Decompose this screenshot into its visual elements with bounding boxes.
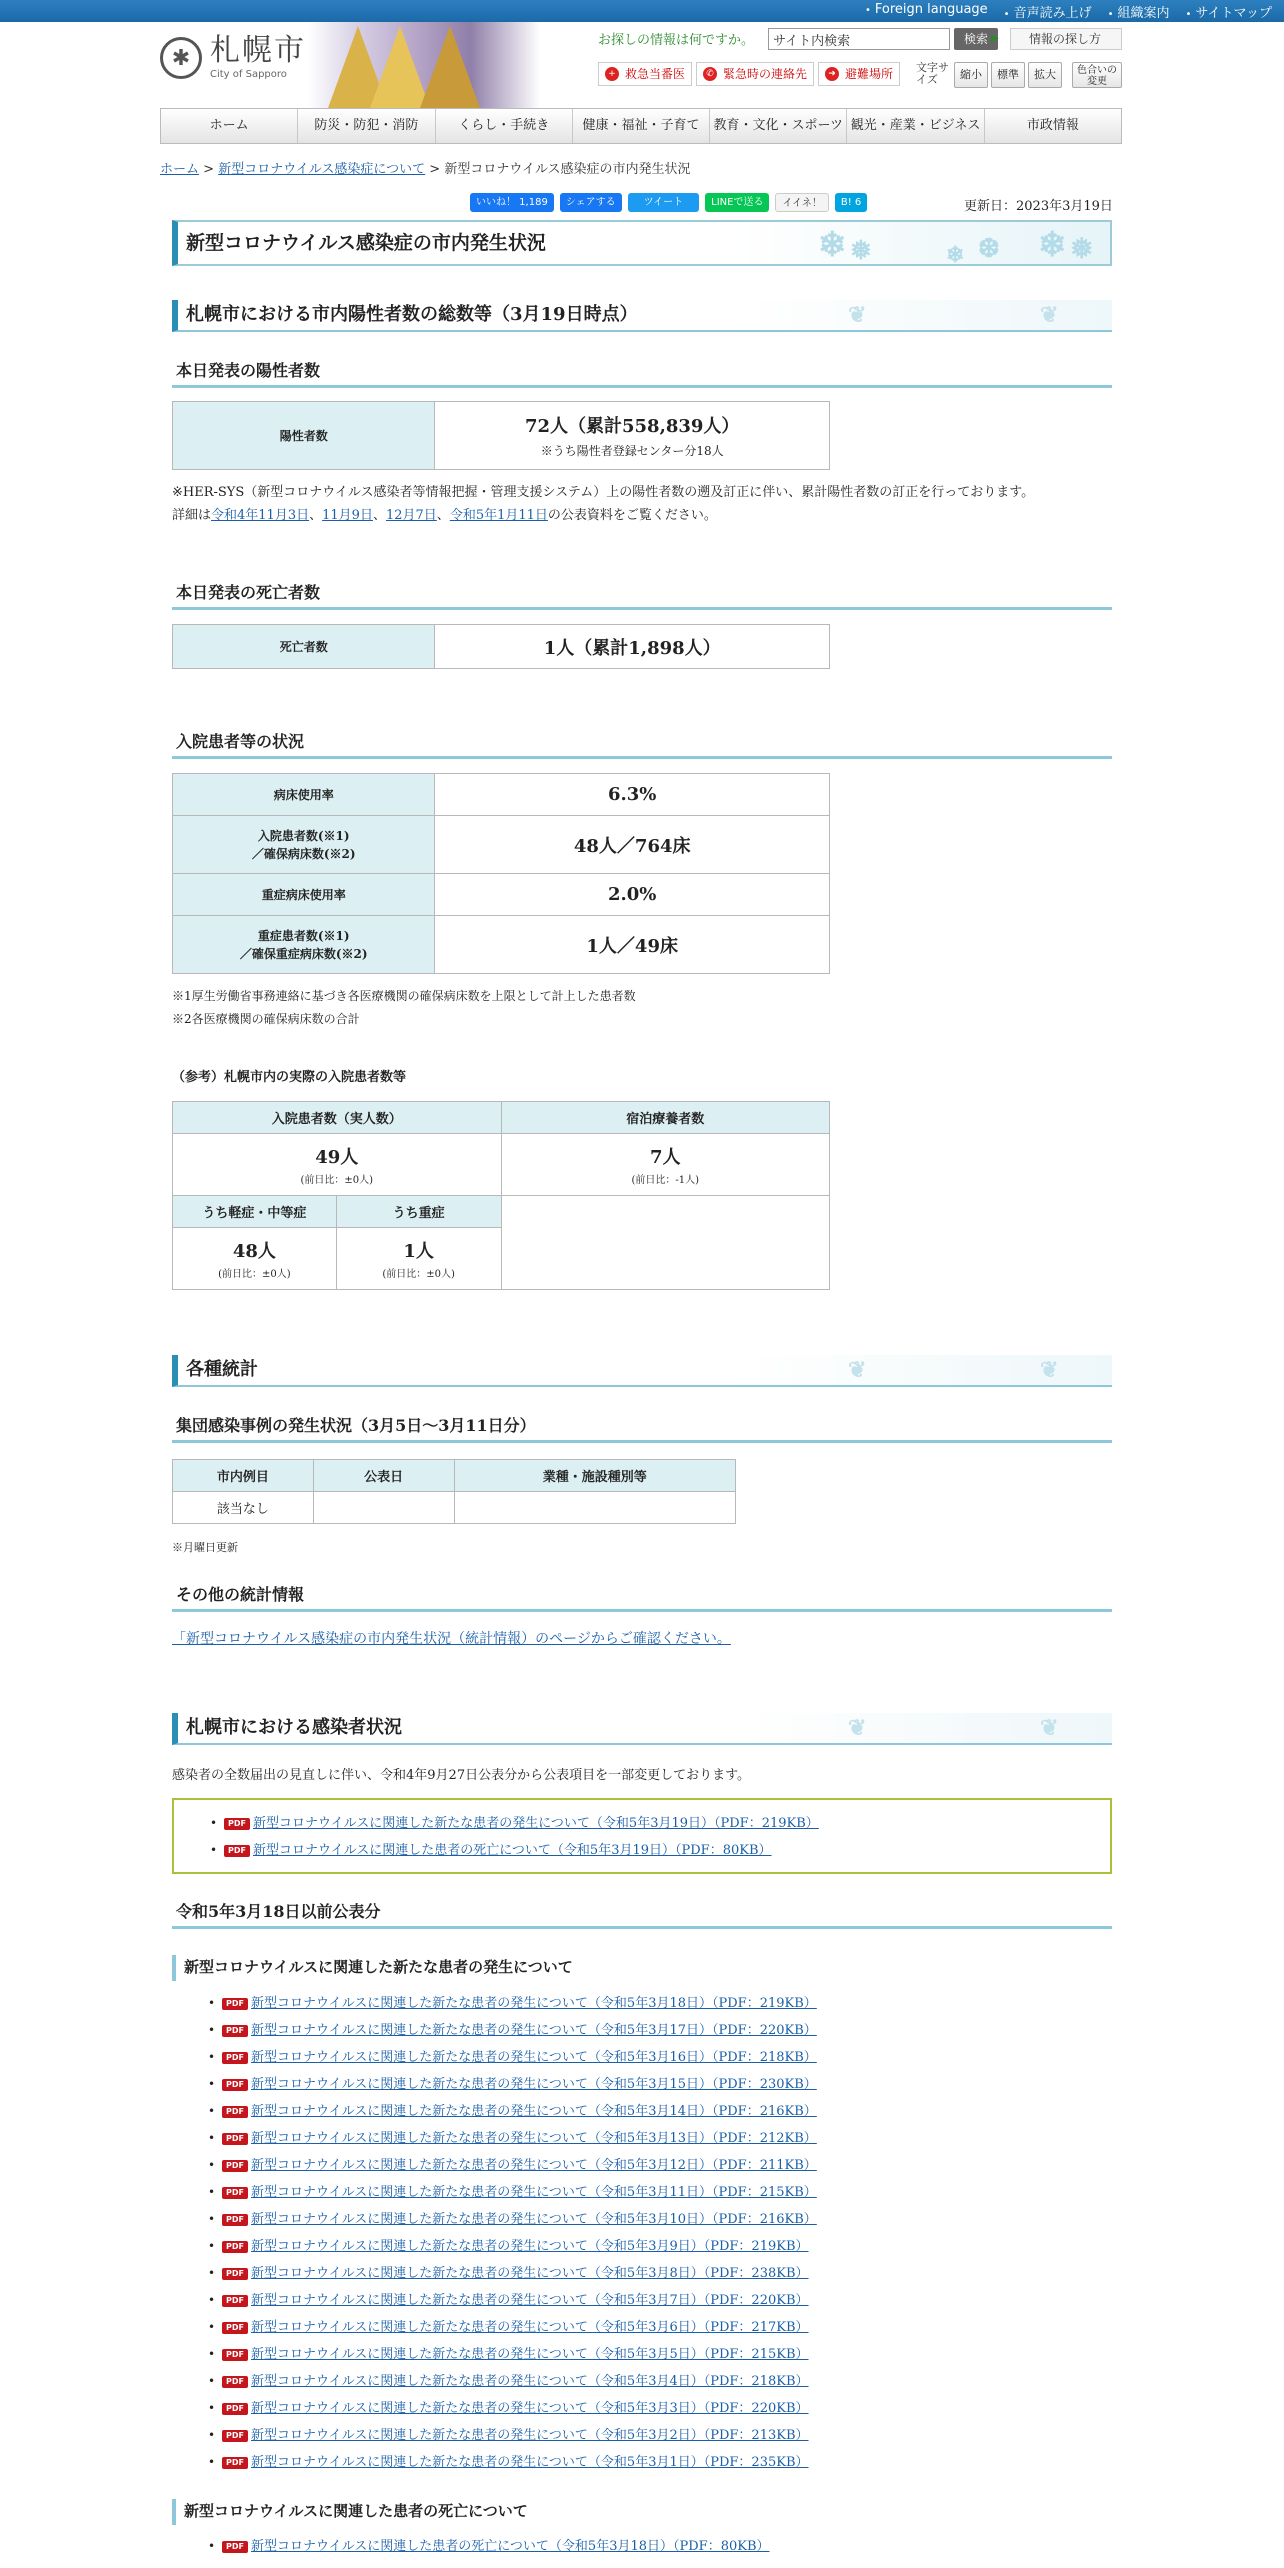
hersys-note: ※HER-SYS（新型コロナウイルス感染者等情報把握・管理支援システム）上の陽性者数の遡及訂正に伴い、累計陽性者数の訂正を行っております。 詳細は令和4年11月3日、11月9日、12月7日、令和5年1月11日の公表資料をご覧ください。 — [172, 485, 1035, 523]
list-item — [208, 2233, 817, 2260]
leaf-icon: ❦ — [848, 302, 867, 328]
search-question: お探しの情報は何ですか。 — [598, 33, 755, 48]
positive-subnote: ※うち陽性者登録センター分18人 — [540, 444, 724, 458]
pdf-icon: PDF — [222, 2214, 248, 2226]
leaf-icon: ❦ — [1040, 302, 1059, 328]
pdf-link[interactable]: 新型コロナウイルスに関連した患者の死亡について（令和5年3月18日）（PDF：80KB） — [250, 2539, 770, 2554]
text-size-small-button[interactable]: 縮小 — [954, 62, 988, 88]
updated-date: 更新日：2023年3月19日 — [964, 199, 1113, 214]
table-row: 重症病床使用率 2.0% — [173, 874, 830, 916]
latest-pdf-box — [172, 1798, 1112, 1874]
text-size-normal-button[interactable]: 標準 — [991, 62, 1025, 88]
snowflake-icon: ❄ — [818, 225, 847, 265]
section-heading-infection: 札幌市における感染者状況 ❦ ❦ — [172, 1713, 1112, 1745]
positive-value-cell — [435, 402, 830, 470]
line-button[interactable]: LINEで送る — [705, 193, 769, 212]
inpatients-cell: 49人 (前日比：±0人) — [173, 1134, 502, 1196]
breadcrumb-parent[interactable]: 新型コロナウイルス感染症について — [218, 162, 426, 177]
pdf-link[interactable]: 新型コロナウイルスに関連した新たな患者の発生について（令和5年3月5日）（PDF：215KB） — [250, 2347, 809, 2362]
cluster-note: ※月曜日更新 — [172, 1541, 238, 1554]
pdf-link[interactable]: 新型コロナウイルスに関連した患者の死亡について（令和5年3月19日）（PDF：80KB） — [252, 1843, 772, 1858]
emergency-contact-button[interactable]: ✆ 緊急時の連絡先 — [696, 62, 814, 86]
leaf-icon: ❦ — [1040, 1357, 1059, 1383]
inpatients-label: 入院患者数（実人数） — [173, 1102, 502, 1134]
death-value: 1人（累計1,898人） — [435, 625, 830, 669]
pdf-link[interactable]: 新型コロナウイルスに関連した新たな患者の発生について（令和5年3月1日）（PDF：235KB） — [250, 2455, 809, 2470]
section-heading-statistics: 各種統計 ❦ ❦ — [172, 1355, 1112, 1387]
new-cases-heading: 新型コロナウイルスに関連した新たな患者の発生について — [172, 1955, 1112, 1981]
pdf-icon: PDF — [222, 2457, 248, 2469]
table-row: 入院患者数(※1) ／確保病床数(※2) 48人／764床 — [173, 816, 830, 874]
other-stats-row — [172, 1628, 731, 1651]
sitemap-link[interactable]: • サイトマップ — [1186, 2, 1272, 21]
pdf-icon: PDF — [222, 2322, 248, 2334]
nav-home[interactable]: ホーム — [161, 109, 298, 143]
pdf-link[interactable]: 新型コロナウイルスに関連した新たな患者の発生について（令和5年3月2日）（PDF：213KB） — [250, 2428, 809, 2443]
run-icon: ➜ — [825, 67, 839, 81]
note-link-r5-0111[interactable]: 令和5年1月11日 — [449, 508, 548, 523]
pdf-icon: PDF — [222, 2052, 248, 2064]
snowflake-icon: ❅ — [1070, 232, 1094, 265]
pdf-icon: PDF — [222, 2241, 248, 2253]
pdf-link[interactable]: 新型コロナウイルスに関連した新たな患者の発生について（令和5年3月14日）（PDF：216KB） — [250, 2104, 817, 2119]
pdf-link[interactable]: 新型コロナウイルスに関連した新たな患者の発生について（令和5年3月6日）（PDF：217KB） — [250, 2320, 809, 2335]
nav-city-info[interactable]: 市政情報 — [1026, 118, 1079, 133]
pdf-link[interactable]: 新型コロナウイルスに関連した新たな患者の発生について（令和5年3月8日）（PDF：238KB） — [250, 2266, 809, 2281]
pdf-link[interactable]: 新型コロナウイルスに関連した新たな患者の発生について（令和5年3月19日）（PDF：219KB） — [252, 1816, 819, 1831]
breadcrumb: ホーム > 新型コロナウイルス感染症について > 新型コロナウイルス感染症の市内発生状況 — [160, 162, 691, 177]
hatena-bookmark-button[interactable]: B! 6 — [835, 193, 867, 212]
nav-education[interactable]: 教育・文化・スポーツ — [710, 109, 847, 143]
list-item — [208, 2206, 817, 2233]
positive-heading: 本日発表の陽性者数 — [172, 358, 1112, 388]
pdf-icon: PDF — [222, 2133, 248, 2145]
table-row: 重症患者数(※1) ／確保重症病床数(※2) 1人／49床 — [173, 916, 830, 974]
cluster-heading: 集団感染事例の発生状況（3月5日～3月11日分） — [172, 1413, 1112, 1443]
social-buttons — [470, 193, 867, 212]
pdf-icon: PDF — [222, 2349, 248, 2361]
new-cases-pdf-list — [208, 1990, 817, 2476]
facebook-share-button[interactable]: シェアする — [560, 193, 622, 212]
text-size-large-button[interactable]: 拡大 — [1028, 62, 1062, 88]
nav-living[interactable]: くらし・手続き — [436, 109, 573, 143]
emergency-doctor-button[interactable]: + 救急当番医 — [598, 62, 692, 86]
phone-icon: ✆ — [703, 67, 717, 81]
page-title: 新型コロナウイルス感染症の市内発生状況 ❄ ❅ ❄ ❆ ❄ ❅ — [172, 220, 1112, 266]
note-link-1207[interactable]: 12月7日 — [385, 508, 437, 523]
mild-cell: 48人 (前日比：±0人) — [173, 1228, 337, 1290]
logo-subtitle: City of Sapporo — [210, 69, 287, 80]
voice-reading-link[interactable]: • 音声読み上げ — [1004, 2, 1092, 21]
snowflake-icon: ❄ — [946, 242, 965, 266]
pdf-link[interactable]: 新型コロナウイルスに関連した新たな患者の発生について（令和5年3月16日）（PDF：218KB） — [250, 2050, 817, 2065]
site-logo[interactable] — [160, 33, 306, 80]
hospital-heading: 入院患者等の状況 — [172, 729, 1112, 759]
list-item — [208, 1990, 817, 2017]
pdf-icon: PDF — [222, 2430, 248, 2442]
positive-label: 陽性者数 — [173, 402, 435, 470]
plus-icon: + — [605, 67, 619, 81]
list-item — [208, 2287, 817, 2314]
pdf-link[interactable]: 新型コロナウイルスに関連した新たな患者の発生について（令和5年3月3日）（PDF：220KB） — [250, 2401, 809, 2416]
infection-intro: 感染者の全数届出の見直しに伴い、令和4年9月27日公表分から公表項目を一部変更しております。 — [172, 1768, 751, 1783]
breadcrumb-home[interactable]: ホーム — [160, 162, 200, 177]
list-item — [208, 2125, 817, 2152]
mild-label: うち軽症・中等症 — [173, 1196, 337, 1228]
pdf-link[interactable]: 新型コロナウイルスに関連した新たな患者の発生について（令和5年3月10日）（PDF：216KB） — [250, 2212, 817, 2227]
list-item — [208, 2098, 817, 2125]
find-info-link[interactable]: ▶ 情報の探し方 — [1010, 28, 1122, 50]
foreign-language-link[interactable]: • Foreign language — [865, 2, 988, 21]
cluster-table: 市内例目 公表日 業種・施設種別等 該当なし — [172, 1459, 736, 1524]
facebook-like-button[interactable]: いいね！ 1,189 — [470, 193, 554, 212]
hotel-label: 宿泊療養者数 — [501, 1102, 830, 1134]
reference-heading: （参考）札幌市内の実際の入院患者数等 — [172, 1070, 407, 1085]
pdf-icon: PDF — [222, 1998, 248, 2010]
pdf-link[interactable]: 新型コロナウイルスに関連した新たな患者の発生について（令和5年3月4日）（PDF：218KB） — [250, 2374, 809, 2389]
snowflake-icon: ❄ — [1038, 225, 1067, 265]
nav-disaster[interactable]: 防災・防犯・消防 — [298, 109, 435, 143]
list-item — [208, 2368, 817, 2395]
list-item — [208, 2044, 817, 2071]
list-item — [208, 2533, 770, 2560]
pdf-icon: PDF — [222, 2403, 248, 2415]
note-link-r4-1103[interactable]: 令和4年11月3日 — [211, 508, 310, 523]
pdf-link[interactable]: 新型コロナウイルスに関連した新たな患者の発生について（令和5年3月18日）（PDF：219KB） — [250, 1996, 817, 2011]
list-item — [208, 2449, 817, 2476]
pdf-link[interactable]: 新型コロナウイルスに関連した新たな患者の発生について（令和5年3月11日）（PDF：215KB） — [250, 2185, 817, 2200]
death-list-heading: 新型コロナウイルスに関連した患者の死亡について — [172, 2499, 1112, 2525]
pdf-icon: PDF — [222, 2295, 248, 2307]
breadcrumb-current: 新型コロナウイルス感染症の市内発生状況 — [444, 162, 691, 177]
evacuation-site-button[interactable]: ➜ 避難場所 — [818, 62, 900, 86]
nav-health[interactable]: 健康・福祉・子育て — [573, 109, 710, 143]
pdf-icon: PDF — [222, 2541, 248, 2553]
list-item — [208, 2071, 817, 2098]
list-item — [208, 2152, 817, 2179]
color-change-button[interactable]: 色合いの変更 — [1072, 62, 1122, 88]
global-nav — [160, 108, 1122, 144]
nav-tourism[interactable]: 観光・産業・ビジネス — [847, 109, 984, 143]
pdf-icon: PDF — [222, 2160, 248, 2172]
past-heading: 令和5年3月18日以前公表分 — [172, 1899, 1112, 1929]
death-table — [172, 624, 830, 669]
pdf-icon: PDF — [222, 2079, 248, 2091]
tweet-button[interactable]: ツイート — [628, 193, 700, 212]
section-heading-totals: 札幌市における市内陽性者数の総数等（3月19日時点） ❦ ❦ — [172, 300, 1112, 332]
pdf-link[interactable]: 新型コロナウイルスに関連した新たな患者の発生について（令和5年3月12日）（PDF：211KB） — [250, 2158, 817, 2173]
logo-title: 札幌市 — [210, 33, 306, 68]
pdf-link[interactable]: 新型コロナウイルスに関連した新たな患者の発生について（令和5年3月9日）（PDF：219KB） — [250, 2239, 809, 2254]
search-button[interactable]: 検索 — [954, 28, 998, 50]
death-pdf-list — [208, 2533, 770, 2560]
list-item — [210, 1837, 1110, 1864]
utility-links — [865, 2, 1272, 21]
pdf-link[interactable]: 新型コロナウイルスに関連した新たな患者の発生について（令和5年3月7日）（PDF：220KB） — [250, 2293, 809, 2308]
list-item — [208, 2341, 817, 2368]
list-item — [208, 2260, 817, 2287]
pdf-icon: PDF — [222, 2376, 248, 2388]
snowflake-icon: ❆ — [978, 234, 1000, 264]
pdf-link[interactable]: 新型コロナウイルスに関連した新たな患者の発生について（令和5年3月13日）（PDF：212KB） — [250, 2131, 817, 2146]
list-item — [208, 2017, 817, 2044]
header-illumination-image — [308, 22, 540, 108]
death-label: 死亡者数 — [173, 625, 435, 669]
list-item — [210, 1810, 1110, 1837]
note-link-1109[interactable]: 11月9日 — [322, 508, 373, 523]
list-item — [208, 2422, 817, 2449]
latest-pdf-list — [210, 1810, 1110, 1864]
severe-label: うち重症 — [336, 1196, 501, 1228]
snowflake-icon: ❅ — [850, 236, 872, 266]
pdf-icon: PDF — [222, 2025, 248, 2037]
mixi-iine-button[interactable]: イイネ！ — [775, 193, 828, 212]
hospital-notes: ※1厚生労働省事務連絡に基づき各医療機関の確保病床数を上限として計上した患者数 ※2各医療機関の確保病床数の合計 — [172, 989, 636, 1026]
table-row: 該当なし — [173, 1492, 736, 1524]
positive-table — [172, 401, 830, 470]
death-heading: 本日発表の死亡者数 — [172, 580, 1112, 610]
table-row: 病床使用率 6.3% — [173, 774, 830, 816]
utility-bar — [0, 0, 1284, 22]
reference-table — [172, 1101, 830, 1290]
city-emblem-icon: ✱ — [160, 37, 202, 79]
pdf-icon: PDF — [224, 1818, 250, 1830]
text-size-label: 文字サイズ — [916, 61, 949, 86]
other-stats-heading: その他の統計情報 — [172, 1582, 1112, 1612]
pdf-link[interactable]: 新型コロナウイルスに関連した新たな患者の発生について（令和5年3月15日）（PDF：230KB） — [250, 2077, 817, 2092]
pdf-icon: PDF — [224, 1845, 250, 1857]
hospital-table — [172, 773, 830, 974]
organization-link[interactable]: • 組織案内 — [1108, 2, 1170, 21]
severe-cell: 1人 (前日比：±0人) — [336, 1228, 501, 1290]
list-item — [208, 2395, 817, 2422]
pdf-icon: PDF — [222, 2187, 248, 2199]
list-item — [208, 2179, 817, 2206]
statistics-page-link[interactable]: 「新型コロナウイルス感染症の市内発生状況（統計情報）のページからご確認ください。 — [172, 1631, 731, 1647]
list-item — [208, 2314, 817, 2341]
site-search-input[interactable] — [768, 28, 950, 50]
pdf-icon: PDF — [222, 2268, 248, 2280]
pdf-icon: PDF — [222, 2106, 248, 2118]
leaf-icon: ❦ — [848, 1357, 867, 1383]
leaf-icon: ❦ — [848, 1715, 867, 1741]
leaf-icon: ❦ — [1040, 1715, 1059, 1741]
hotel-cell: 7人 (前日比：-1人) — [501, 1134, 830, 1196]
positive-value: 72人（累計558,839人） — [524, 416, 740, 437]
pdf-link[interactable]: 新型コロナウイルスに関連した新たな患者の発生について（令和5年3月17日）（PDF：220KB） — [250, 2023, 817, 2038]
